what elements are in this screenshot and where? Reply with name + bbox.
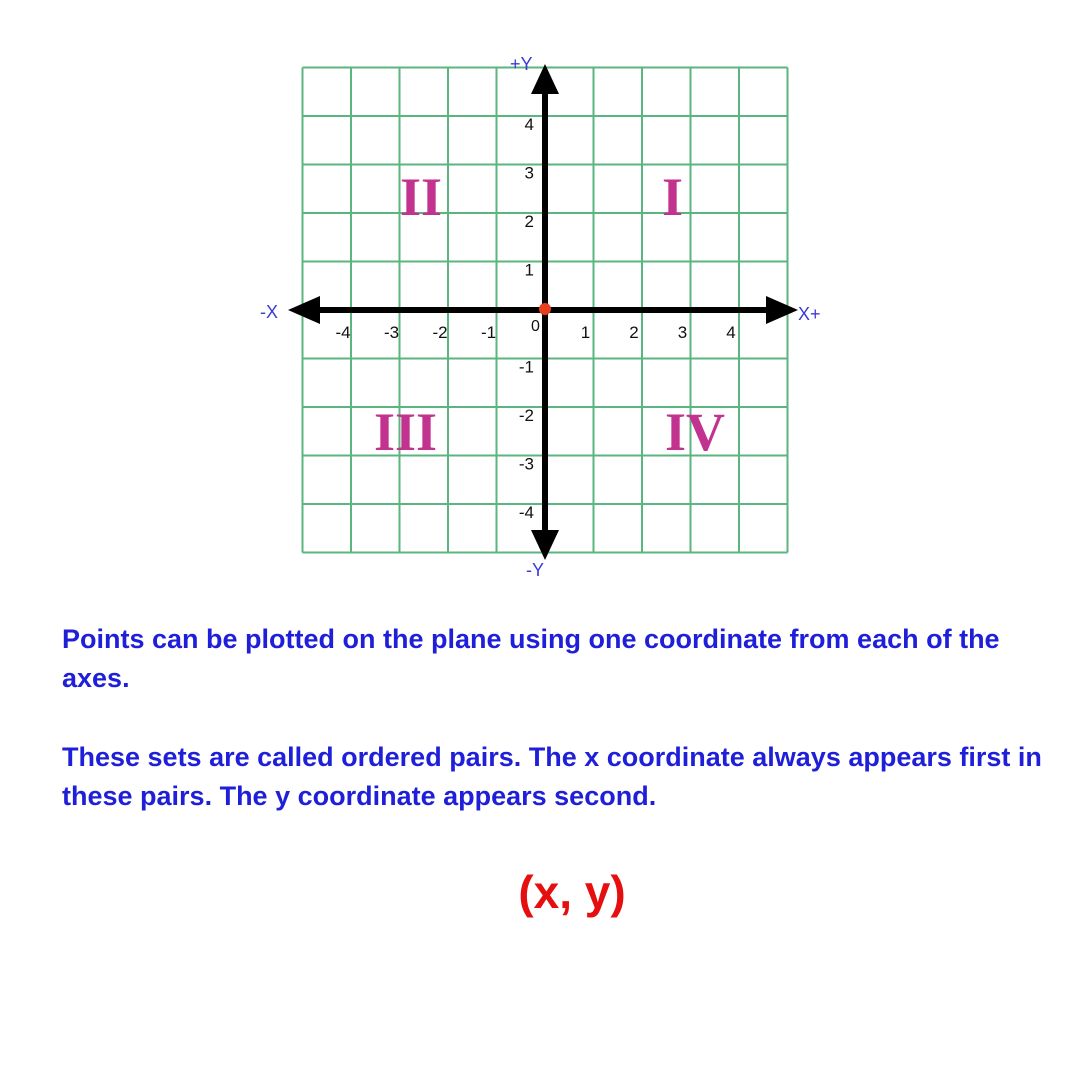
quadrant-label-iii: III — [374, 402, 438, 462]
x-tick-label: -3 — [383, 323, 400, 342]
y-positive-label: +Y — [510, 54, 533, 74]
x-tick-label: 1 — [580, 323, 591, 342]
y-tick-label: 3 — [524, 163, 534, 183]
x-positive-label: X+ — [798, 304, 821, 324]
origin-point — [539, 303, 551, 315]
x-tick-label: -1 — [480, 323, 497, 342]
y-tick-label: 2 — [524, 212, 534, 231]
x-tick-label: 4 — [726, 323, 736, 342]
quadrant-label-i: I — [662, 167, 684, 227]
quadrant-label-ii: II — [400, 167, 443, 227]
y-tick-label: -2 — [518, 406, 534, 425]
x-tick-label: 3 — [677, 323, 688, 342]
y-tick-label: 4 — [524, 115, 534, 134]
y-tick-label: -1 — [518, 357, 534, 377]
y-axis-bottom-arrow — [531, 530, 559, 560]
x-tick-label: -4 — [335, 323, 351, 342]
explanation-paragraph-2: These sets are called ordered pairs. The x coordinate always appears first in these pairs. The y coordinate appears second. — [62, 742, 1042, 811]
y-tick-label: -3 — [518, 454, 534, 474]
x-negative-label: -X — [260, 302, 278, 322]
x-axis-left-arrow — [288, 296, 320, 324]
ordered-pair-notation: (x, y) — [518, 866, 626, 918]
y-tick-label: 1 — [524, 260, 534, 280]
y-tick-label: -4 — [518, 503, 534, 522]
x-tick-label: 2 — [629, 323, 639, 342]
y-negative-label: -Y — [526, 560, 544, 580]
explanation-paragraph-1: Points can be plotted on the plane using one coordinate from each of the axes. — [62, 624, 1000, 693]
origin-label: 0 — [531, 318, 540, 335]
quadrant-label-iv: IV — [665, 402, 726, 462]
x-axis-right-arrow — [766, 296, 798, 324]
x-tick-label: -2 — [432, 323, 448, 342]
